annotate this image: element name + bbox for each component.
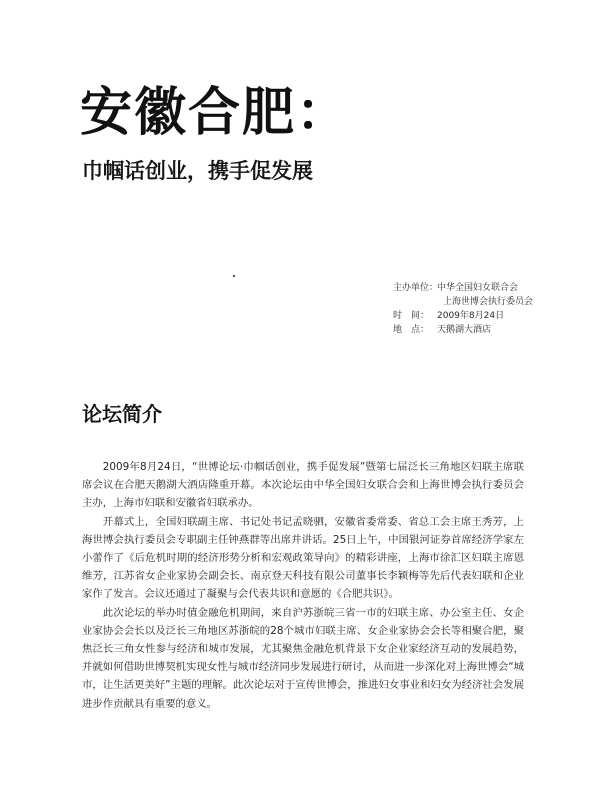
venue-row [393, 323, 533, 337]
body-paragraph-2: 开幕式上，全国妇联副主席、书记处书记孟晓驷，安徽省委常委、省总工会主席王秀芳，上海世博会执行委员会专职副主任钟燕群等出席并讲话。25日上午，中国银河证券首席经济学家左小蕾作了《后危机时期的经济形势分析和宏观政策导向》的精彩讲座，上海市徐汇区妇联主席恩维芳，江苏省女企业家协会副会长、南京登天科技有限公司董事长李颖梅等先后代表妇联和企业家作了发言。会议还通过了凝聚与会代表共识和意愿的《合肥共识》。 [82, 515, 524, 601]
time-row [393, 309, 533, 323]
time-label: 时 间： [393, 311, 430, 321]
organizer-label: 主办单位： [393, 283, 439, 293]
organizer-value-1: 中华全国妇女联合会 [437, 283, 519, 293]
venue-label: 地 点： [393, 325, 430, 335]
body-text [82, 458, 524, 713]
body-paragraph-3: 此次论坛的举办时值金融危机期间，来自沪苏浙皖三省一市的妇联主席、办公室主任、女企业家协会会长以及泛长三角地区苏浙皖的28个城市妇联主席、女企业家协会会长等相聚合肥，聚焦泛长三角女性参与经济和城市发展，尤其聚焦金融危机背景下女企业家经济互动的发展趋势，并就如何借助世博契机实现女性与城市经济同步发展进行研讨，从而进一步深化对上海世博会“城市，让生活更美好”主题的理解。此次论坛对于宣传世博会，推进妇女事业和妇女为经济社会发展进步作贡献具有重要的意义。 [82, 606, 524, 710]
organizer-value-2: 上海世博会执行委员会 [443, 297, 534, 307]
organizer-row [393, 281, 533, 295]
page-subtitle: 巾帼话创业，携手促发展 [82, 158, 313, 183]
venue-value: 天鹅湖大酒店 [437, 325, 492, 335]
event-info [393, 281, 533, 337]
scan-speck [233, 275, 235, 277]
page-title: 安徽合肥： [80, 82, 351, 143]
body-paragraph-1: 2009年8月24日，“世博论坛·巾帼话创业，携手促发展”暨第七届泛长三角地区妇联主席联席会议在合肥天鹅湖大酒店隆重开幕。本次论坛由中华全国妇女联合会和上海世博会执行委员会主办，上海市妇联和安徽省妇联承办。 [82, 461, 524, 510]
time-value: 2009年8月24日 [437, 311, 505, 321]
section-heading: 论坛简介 [82, 402, 162, 426]
organizer-row-2 [393, 295, 533, 309]
